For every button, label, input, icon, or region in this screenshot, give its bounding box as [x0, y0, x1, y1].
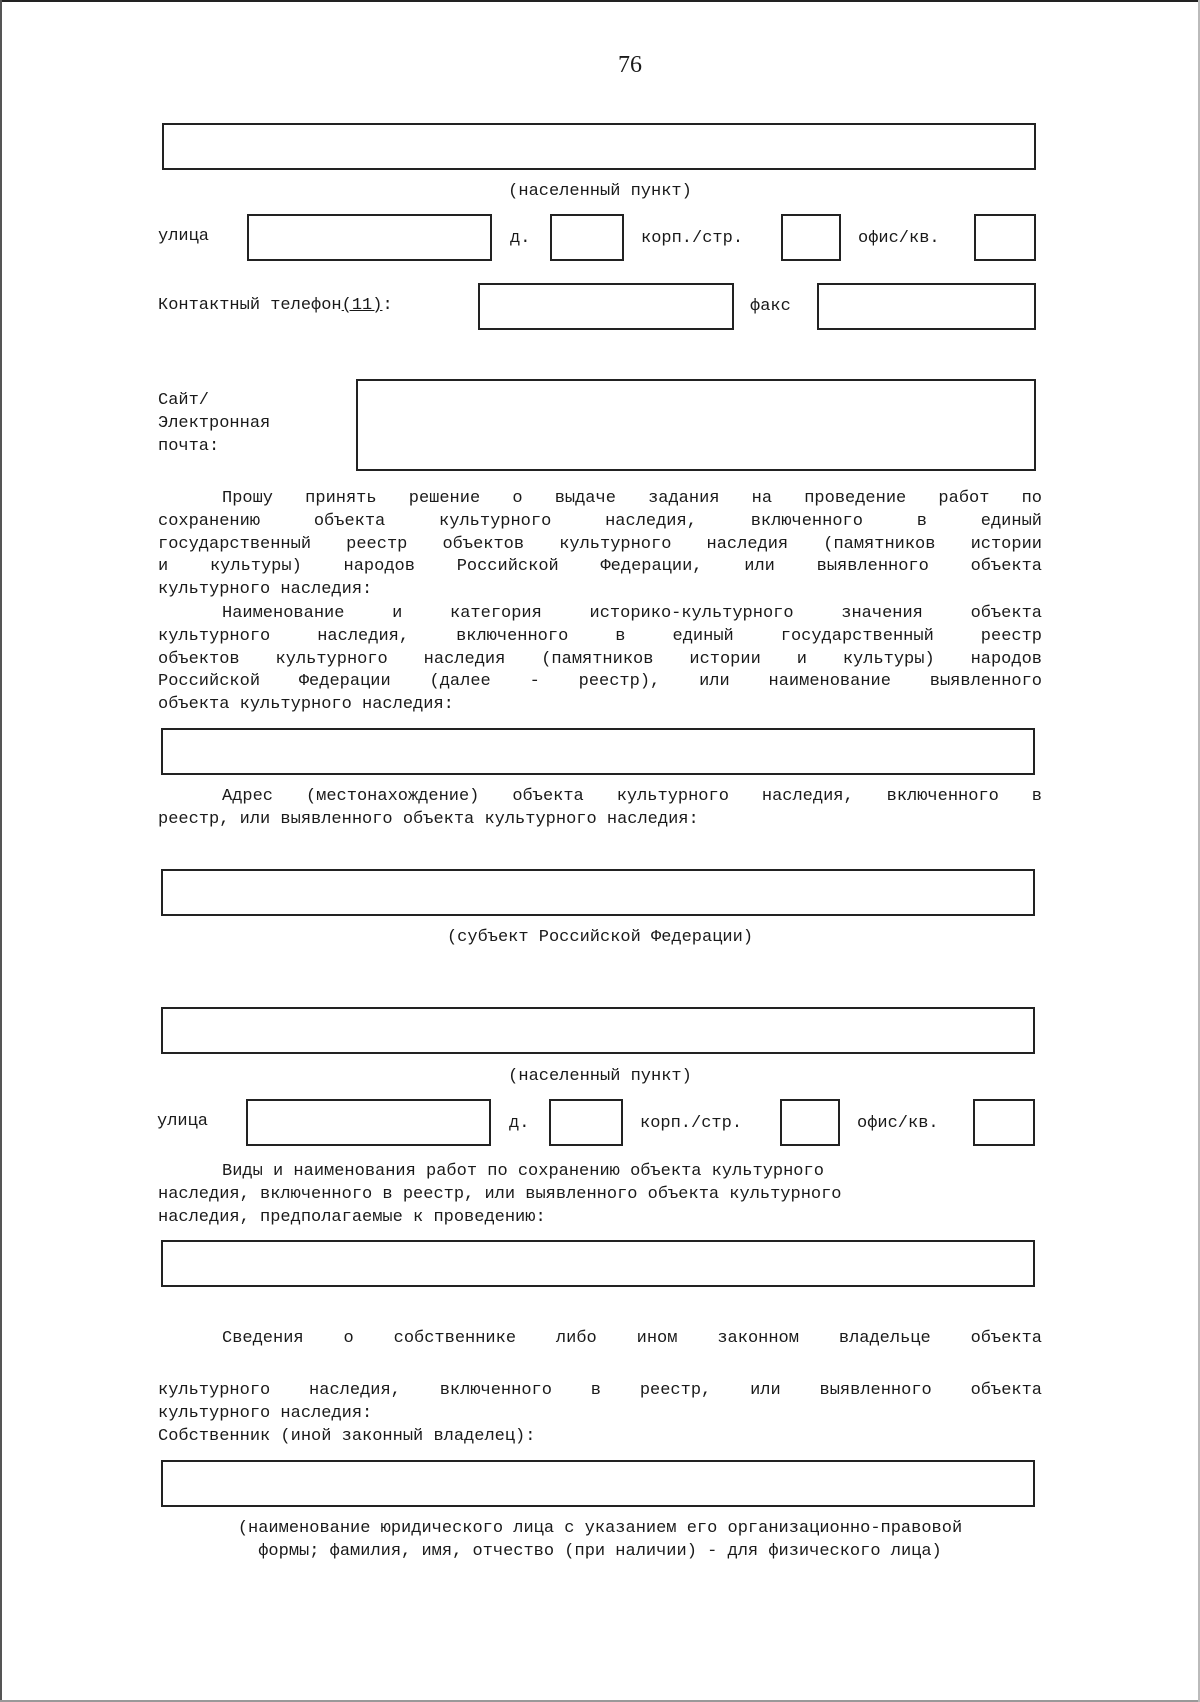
object-house-label: д. [509, 1114, 530, 1133]
owner-line: культурного наследия: [158, 1403, 373, 1423]
owner-paragraph [158, 1380, 1042, 1448]
request-line: культурного наследия: [158, 580, 373, 600]
request-line: и культуры) народов Российской Федерации, или выявленного объекта [158, 557, 1042, 577]
phone-label-colon: : [382, 296, 393, 315]
applicant-building-label: корп./стр. [641, 229, 744, 248]
applicant-street-label: улица [158, 227, 210, 246]
object-subject-caption: (субъект Российской Федерации) [446, 928, 754, 947]
object-address-paragraph [158, 786, 1042, 832]
object-address-line: реестр, или выявленного объекта культурного наследия: [158, 809, 699, 829]
object-locality-caption: (населенный пункт) [508, 1067, 692, 1086]
owner-label: Собственник (иной законный владелец): [158, 1426, 536, 1446]
object-building-label: корп./стр. [640, 1114, 743, 1133]
object-subject-field[interactable] [161, 869, 1035, 916]
owner-line: Сведения о собственнике либо ином законном владельце объекта [222, 1329, 1042, 1348]
object-name-field[interactable] [161, 728, 1035, 775]
object-house-field[interactable] [549, 1099, 623, 1146]
site-email-label-line-3: почта: [158, 437, 220, 456]
object-street-label: улица [157, 1112, 209, 1131]
applicant-house-field[interactable] [550, 214, 624, 261]
owner-caption-line-1: (наименование юридического лица с указанием его организационно-правовой [237, 1519, 963, 1538]
works-line: наследия, включенного в реестр, или выявленного объекта культурного [158, 1184, 842, 1204]
applicant-locality-caption: (населенный пункт) [508, 182, 692, 201]
object-building-field[interactable] [780, 1099, 840, 1146]
object-locality-field[interactable] [161, 1007, 1035, 1054]
object-name-line: Российской Федерации (далее - реестр), или наименование выявленного [158, 672, 1042, 692]
object-name-line: культурного наследия, включенного в единый государственный реестр [158, 626, 1042, 646]
object-name-line: объектов культурного наследия (памятников истории и культуры) народов [158, 649, 1042, 669]
site-email-field[interactable] [356, 379, 1036, 471]
owner-caption-line-2: формы; фамилия, имя, отчество (при наличии) - для физического лица) [258, 1542, 942, 1561]
request-line: Прошу принять решение о выдаче задания на проведение работ по [222, 489, 1042, 508]
object-name-paragraph [158, 603, 1042, 717]
site-email-label-line-1: Сайт/ [158, 391, 210, 410]
works-field[interactable] [161, 1240, 1035, 1287]
applicant-office-label: офис/кв. [858, 229, 940, 248]
site-email-label-line-2: Электронная [158, 414, 271, 433]
phone-label-text: Контактный телефон [158, 296, 342, 315]
page-frame-left [0, 0, 2, 1702]
phone-label [158, 295, 393, 317]
phone-field[interactable] [478, 283, 734, 330]
object-address-line: Адрес (местонахождение) объекта культурного наследия, включенного в [222, 787, 1042, 806]
works-paragraph [158, 1161, 1042, 1229]
applicant-street-field[interactable] [247, 214, 492, 261]
object-name-line: объекта культурного наследия: [158, 695, 454, 715]
fax-field[interactable] [817, 283, 1036, 330]
request-line: сохранению объекта культурного наследия, включенного в единый [158, 511, 1042, 531]
works-line: Виды и наименования работ по сохранению объекта культурного [222, 1162, 824, 1181]
object-office-field[interactable] [973, 1099, 1035, 1146]
object-office-label: офис/кв. [857, 1114, 939, 1133]
owner-line: культурного наследия, включенного в реестр, или выявленного объекта [158, 1381, 1042, 1400]
works-line: наследия, предполагаемые к проведению: [158, 1207, 546, 1227]
applicant-building-field[interactable] [781, 214, 841, 261]
applicant-locality-field[interactable] [162, 123, 1036, 170]
request-paragraph [158, 488, 1042, 602]
page-number: 76 [618, 52, 642, 78]
page-frame-top [0, 0, 1200, 2]
applicant-office-field[interactable] [974, 214, 1036, 261]
owner-intro-line [158, 1328, 1042, 1351]
applicant-house-label: д. [510, 229, 531, 248]
phone-footnote-ref: (11) [341, 296, 383, 315]
request-line: государственный реестр объектов культурного наследия (памятников истории [158, 534, 1042, 554]
fax-label: факс [750, 297, 791, 316]
owner-field[interactable] [161, 1460, 1035, 1507]
object-street-field[interactable] [246, 1099, 491, 1146]
object-name-line: Наименование и категория историко-культурного значения объекта [222, 604, 1042, 623]
